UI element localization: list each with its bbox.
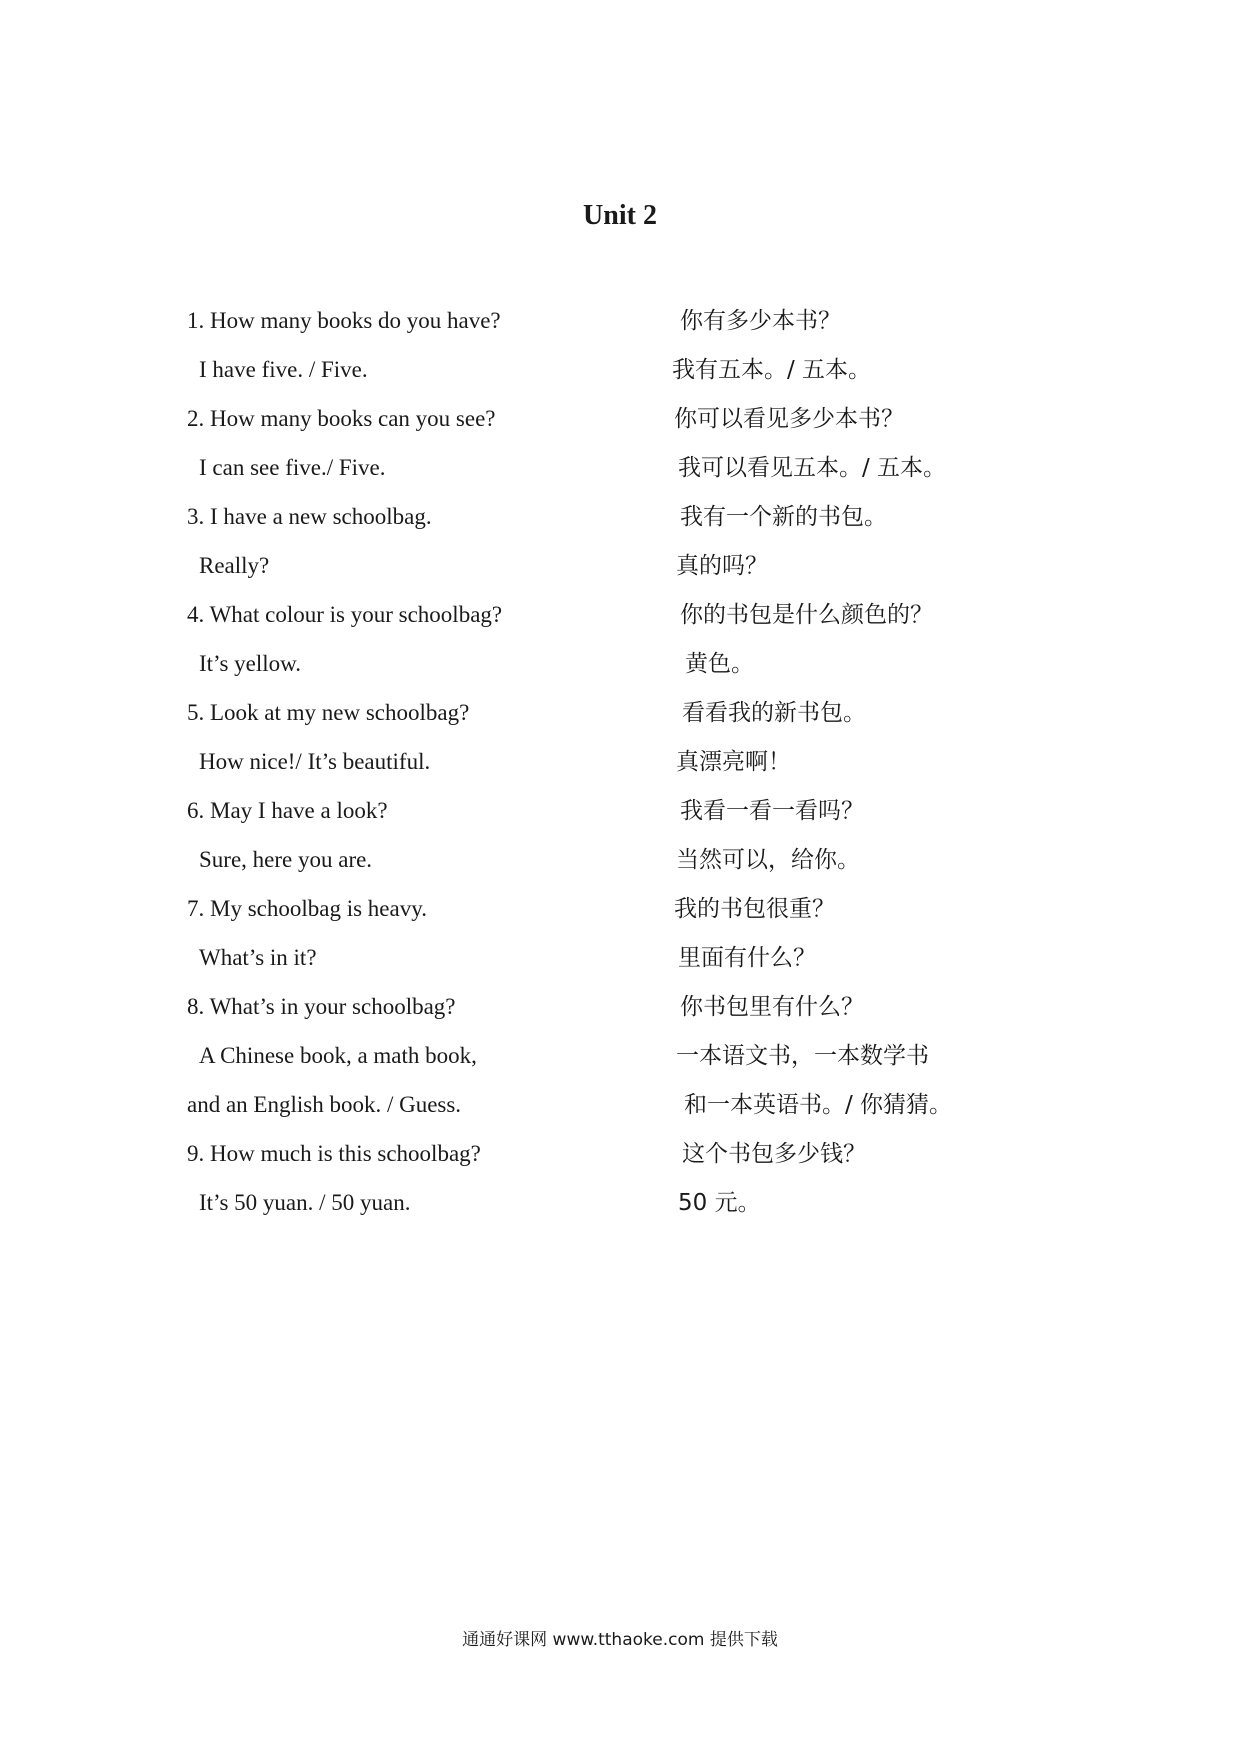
page-title: Unit 2 [583,200,657,231]
chinese-line: 你书包里有什么？ [680,994,864,1020]
list-item [0,301,1240,350]
english-line: Sure, here you are. [199,847,373,872]
chinese-line: 一本语文书，一本数学书 [676,1043,929,1069]
list-item [0,938,1240,987]
footer-credit: 通通好课网 www.tthaoke.com 提供下载 [462,1630,778,1650]
english-line: 9. How much is this schoolbag? [187,1141,481,1166]
chinese-line: 你可以看见多少本书？ [674,406,904,432]
sentence-list [0,301,1240,1232]
chinese-line: 你的书包是什么颜色的？ [680,602,933,628]
list-item [0,546,1240,595]
english-line: 4. What colour is your schoolbag? [187,602,503,627]
list-item [0,350,1240,399]
chinese-line: 看看我的新书包。 [682,700,866,726]
list-item [0,1134,1240,1183]
chinese-line: 我有五本。/ 五本。 [672,357,872,383]
list-item [0,693,1240,742]
english-line: I have five. / Five. [199,357,368,382]
list-item [0,742,1240,791]
english-line: What’s in it? [199,945,317,970]
chinese-line: 真的吗？ [676,553,768,579]
list-item [0,399,1240,448]
english-line: Really? [199,553,270,578]
list-item [0,497,1240,546]
english-line: A Chinese book, a math book, [199,1043,477,1068]
list-item [0,644,1240,693]
english-line: 3. I have a new schoolbag. [187,504,432,529]
chinese-line: 真漂亮啊！ [676,749,791,775]
chinese-line: 这个书包多少钱？ [682,1141,866,1167]
english-line: 1. How many books do you have? [187,308,501,333]
list-item [0,1036,1240,1085]
chinese-line: 你有多少本书？ [680,308,841,334]
chinese-line: 黄色。 [685,651,754,677]
list-item [0,840,1240,889]
list-item [0,791,1240,840]
list-item [0,1183,1240,1232]
list-item [0,889,1240,938]
list-item [0,1085,1240,1134]
chinese-line: 里面有什么？ [678,945,816,971]
chinese-line: 我看一看一看吗？ [680,798,864,824]
list-item [0,987,1240,1036]
english-line: and an English book. / Guess. [187,1092,462,1117]
chinese-line: 50 元。 [678,1190,761,1216]
english-line: It’s yellow. [199,651,301,676]
english-line: 5. Look at my new schoolbag? [187,700,470,725]
english-line: How nice!/ It’s beautiful. [199,749,431,774]
chinese-line: 和一本英语书。/ 你猜猜。 [684,1092,953,1118]
english-line: 7. My schoolbag is heavy. [187,896,427,921]
english-line: I can see five./ Five. [199,455,386,480]
chinese-line: 我的书包很重？ [674,896,835,922]
chinese-line: 我可以看见五本。/ 五本。 [678,455,947,481]
english-line: 6. May I have a look? [187,798,388,823]
english-line: 8. What’s in your schoolbag? [187,994,456,1019]
chinese-line: 当然可以，给你。 [676,847,860,873]
list-item [0,595,1240,644]
english-line: 2. How many books can you see? [187,406,496,431]
chinese-line: 我有一个新的书包。 [680,504,887,530]
list-item [0,448,1240,497]
english-line: It’s 50 yuan. / 50 yuan. [199,1190,411,1215]
